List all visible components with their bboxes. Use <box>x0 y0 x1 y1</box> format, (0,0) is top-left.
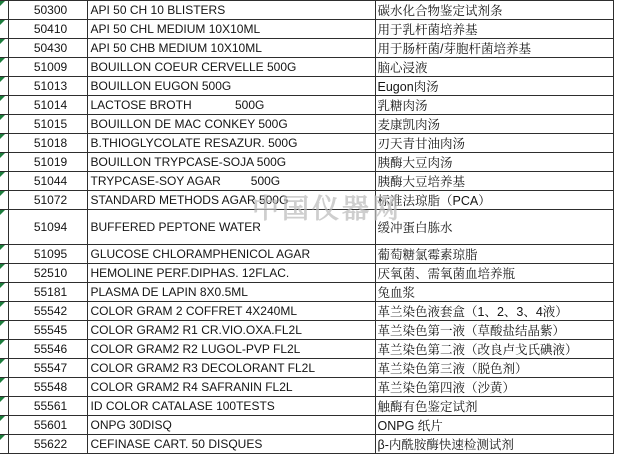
product-description-cell[interactable]: 革兰染色液套盒（1、2、3、4液） <box>375 302 613 321</box>
product-description-cell[interactable]: 兔血浆 <box>375 283 613 302</box>
product-name-cell[interactable]: BOUILLON EUGON 500G <box>87 77 375 96</box>
error-indicator-triangle-icon <box>0 58 5 63</box>
product-code-cell[interactable]: 55545 <box>8 321 87 340</box>
product-code-cell[interactable]: 55181 <box>8 283 87 302</box>
error-indicator-triangle-icon <box>0 397 5 402</box>
product-name-cell[interactable]: COLOR GRAM2 R4 SAFRANIN FL2L <box>87 378 375 397</box>
table-row[interactable] <box>0 96 613 115</box>
error-indicator-triangle-icon <box>0 435 5 440</box>
table-row[interactable] <box>0 115 613 134</box>
row-edge-cell[interactable] <box>0 20 8 39</box>
product-name-cell[interactable]: API 50 CH 10 BLISTERS <box>87 1 375 20</box>
product-code-cell[interactable]: 55601 <box>8 416 87 435</box>
product-name-cell[interactable]: ONPG 30DISQ <box>87 416 375 435</box>
product-name-cell[interactable]: PLASMA DE LAPIN 8X0.5ML <box>87 283 375 302</box>
product-description-cell[interactable]: 胰酶大豆培养基 <box>375 172 613 191</box>
row-edge-cell[interactable] <box>0 1 8 20</box>
product-code-cell[interactable]: 51014 <box>8 96 87 115</box>
product-description-cell[interactable]: 革兰染色第一液（草酸盐结晶紫） <box>375 321 613 340</box>
table-row[interactable] <box>0 39 613 58</box>
row-edge-cell[interactable] <box>0 210 8 245</box>
product-description-cell[interactable]: 碳水化合物鉴定试剂条 <box>375 1 613 20</box>
row-edge-cell[interactable] <box>0 39 8 58</box>
error-indicator-triangle-icon <box>0 115 5 120</box>
row-edge-cell[interactable] <box>0 359 8 378</box>
row-edge-cell[interactable] <box>0 340 8 359</box>
product-code-cell[interactable]: 51044 <box>8 172 87 191</box>
row-edge-cell[interactable] <box>0 302 8 321</box>
error-indicator-triangle-icon <box>0 210 5 215</box>
error-indicator-triangle-icon <box>0 359 5 364</box>
product-code-cell[interactable]: 51018 <box>8 134 87 153</box>
row-edge-cell[interactable] <box>0 321 8 340</box>
error-indicator-triangle-icon <box>0 77 5 82</box>
row-edge-cell[interactable] <box>0 378 8 397</box>
row-edge-cell[interactable] <box>0 191 8 210</box>
table-row[interactable] <box>0 20 613 39</box>
error-indicator-triangle-icon <box>0 378 5 383</box>
product-description-cell[interactable]: ONPG 纸片 <box>375 416 613 435</box>
product-description-cell[interactable]: 麦康凯肉汤 <box>375 115 613 134</box>
product-name-cell[interactable]: ID COLOR CATALASE 100TESTS <box>87 397 375 416</box>
product-name-cell[interactable]: API 50 CHB MEDIUM 10X10ML <box>87 39 375 58</box>
product-code-cell[interactable]: 52510 <box>8 264 87 283</box>
product-code-cell[interactable]: 51009 <box>8 58 87 77</box>
row-edge-cell[interactable] <box>0 134 8 153</box>
table-row[interactable] <box>0 210 613 245</box>
product-code-cell[interactable]: 50430 <box>8 39 87 58</box>
product-code-cell[interactable]: 51019 <box>8 153 87 172</box>
product-name-cell[interactable]: BOUILLON TRYPCASE-SOJA 500G <box>87 153 375 172</box>
row-edge-cell[interactable] <box>0 172 8 191</box>
product-name-cell[interactable]: LACTOSE BROTH 500G <box>87 96 375 115</box>
row-edge-cell[interactable] <box>0 115 8 134</box>
product-description-cell[interactable]: 刃天青甘油肉汤 <box>375 134 613 153</box>
table-row[interactable] <box>0 378 613 397</box>
product-code-cell[interactable]: 55561 <box>8 397 87 416</box>
product-code-cell[interactable]: 51072 <box>8 191 87 210</box>
product-description-cell[interactable]: 革兰染色第四液（沙黄） <box>375 378 613 397</box>
error-indicator-triangle-icon <box>0 20 5 25</box>
product-name-cell[interactable]: COLOR GRAM2 R1 CR.VIO.OXA.FL2L <box>87 321 375 340</box>
product-description-cell[interactable]: 脑心浸液 <box>375 58 613 77</box>
row-edge-cell[interactable] <box>0 245 8 264</box>
product-description-cell[interactable]: 缓冲蛋白胨水 <box>375 210 613 245</box>
product-description-cell[interactable]: 用于乳杆菌培养基 <box>375 20 613 39</box>
product-description-cell[interactable]: 革兰染色第三液（脱色剂） <box>375 359 613 378</box>
error-indicator-triangle-icon <box>0 416 5 421</box>
product-description-cell[interactable]: 乳糖肉汤 <box>375 96 613 115</box>
product-description-cell[interactable]: 葡萄糖氯霉素琼脂 <box>375 245 613 264</box>
error-indicator-triangle-icon <box>0 39 5 44</box>
product-name-cell[interactable]: COLOR GRAM2 R2 LUGOL-PVP FL2L <box>87 340 375 359</box>
product-code-cell[interactable]: 51013 <box>8 77 87 96</box>
row-edge-cell[interactable] <box>0 264 8 283</box>
product-name-cell[interactable]: COLOR GRAM 2 COFFRET 4X240ML <box>87 302 375 321</box>
product-description-cell[interactable]: 胰酶大豆肉汤 <box>375 153 613 172</box>
error-indicator-triangle-icon <box>0 1 5 6</box>
product-description-cell[interactable]: 革兰染色第二液（改良卢戈氏碘液） <box>375 340 613 359</box>
error-indicator-triangle-icon <box>0 245 5 250</box>
table-row[interactable] <box>0 172 613 191</box>
error-indicator-triangle-icon <box>0 321 5 326</box>
error-indicator-triangle-icon <box>0 172 5 177</box>
table-row[interactable] <box>0 134 613 153</box>
row-edge-cell[interactable] <box>0 435 8 454</box>
product-code-cell[interactable]: 55546 <box>8 340 87 359</box>
product-name-cell[interactable]: TRYPCASE-SOY AGAR 500G <box>87 172 375 191</box>
table-row[interactable] <box>0 77 613 96</box>
product-code-cell[interactable]: 51095 <box>8 245 87 264</box>
error-indicator-triangle-icon <box>0 340 5 345</box>
product-name-cell[interactable]: API 50 CHL MEDIUM 10X10ML <box>87 20 375 39</box>
product-name-cell[interactable]: B.THIOGLYCOLATE RESAZUR. 500G <box>87 134 375 153</box>
table-row[interactable] <box>0 397 613 416</box>
product-code-cell[interactable]: 50410 <box>8 20 87 39</box>
table-row[interactable] <box>0 340 613 359</box>
table-row[interactable] <box>0 359 613 378</box>
row-edge-cell[interactable] <box>0 397 8 416</box>
product-description-cell[interactable]: Eugon肉汤 <box>375 77 613 96</box>
error-indicator-triangle-icon <box>0 283 5 288</box>
table-row[interactable] <box>0 416 613 435</box>
row-edge-cell[interactable] <box>0 416 8 435</box>
product-code-cell[interactable]: 50300 <box>8 1 87 20</box>
table-row[interactable] <box>0 245 613 264</box>
product-name-cell[interactable]: COLOR GRAM2 R3 DECOLORANT FL2L <box>87 359 375 378</box>
row-edge-cell[interactable] <box>0 77 8 96</box>
product-name-cell[interactable]: HEMOLINE PERF.DIPHAS. 12FLAC. <box>87 264 375 283</box>
row-edge-cell[interactable] <box>0 58 8 77</box>
product-code-cell[interactable]: 55542 <box>8 302 87 321</box>
product-table-body <box>0 1 613 454</box>
product-code-cell[interactable]: 51094 <box>8 210 87 245</box>
table-row[interactable] <box>0 264 613 283</box>
error-indicator-triangle-icon <box>0 153 5 158</box>
error-indicator-triangle-icon <box>0 302 5 307</box>
error-indicator-triangle-icon <box>0 96 5 101</box>
table-row[interactable] <box>0 302 613 321</box>
row-edge-cell[interactable] <box>0 153 8 172</box>
table-row[interactable] <box>0 435 613 454</box>
product-description-cell[interactable]: 触酶有色鉴定试剂 <box>375 397 613 416</box>
product-code-cell[interactable]: 55547 <box>8 359 87 378</box>
product-code-cell[interactable]: 55622 <box>8 435 87 454</box>
product-name-cell[interactable]: STANDARD METHODS AGAR 500G <box>87 191 375 210</box>
product-name-cell[interactable]: BUFFERED PEPTONE WATER <box>87 210 375 245</box>
product-name-cell[interactable]: BOUILLON COEUR CERVELLE 500G <box>87 58 375 77</box>
error-indicator-triangle-icon <box>0 191 5 196</box>
table-row[interactable] <box>0 153 613 172</box>
error-indicator-triangle-icon <box>0 134 5 139</box>
table-row[interactable] <box>0 321 613 340</box>
row-edge-cell[interactable] <box>0 283 8 302</box>
product-description-cell[interactable]: 厌氧菌、需氧菌血培养瓶 <box>375 264 613 283</box>
product-description-cell[interactable]: 标准法琼脂（PCA） <box>375 191 613 210</box>
table-row[interactable] <box>0 191 613 210</box>
product-description-cell[interactable]: 用于肠杆菌/芽胞杆菌培养基 <box>375 39 613 58</box>
table-row[interactable] <box>0 58 613 77</box>
site-watermark: 中国仪器网 <box>252 194 402 224</box>
row-edge-cell[interactable] <box>0 96 8 115</box>
product-name-cell[interactable]: BOUILLON DE MAC CONKEY 500G <box>87 115 375 134</box>
product-code-cell[interactable]: 51015 <box>8 115 87 134</box>
product-code-cell[interactable]: 55548 <box>8 378 87 397</box>
product-description-cell[interactable]: β-内酰胺酶快速检测试剂 <box>375 435 613 454</box>
product-name-cell[interactable]: CEFINASE CART. 50 DISQUES <box>87 435 375 454</box>
error-indicator-triangle-icon <box>0 264 5 269</box>
table-row[interactable] <box>0 1 613 20</box>
product-name-cell[interactable]: GLUCOSE CHLORAMPHENICOL AGAR <box>87 245 375 264</box>
table-row[interactable] <box>0 283 613 302</box>
